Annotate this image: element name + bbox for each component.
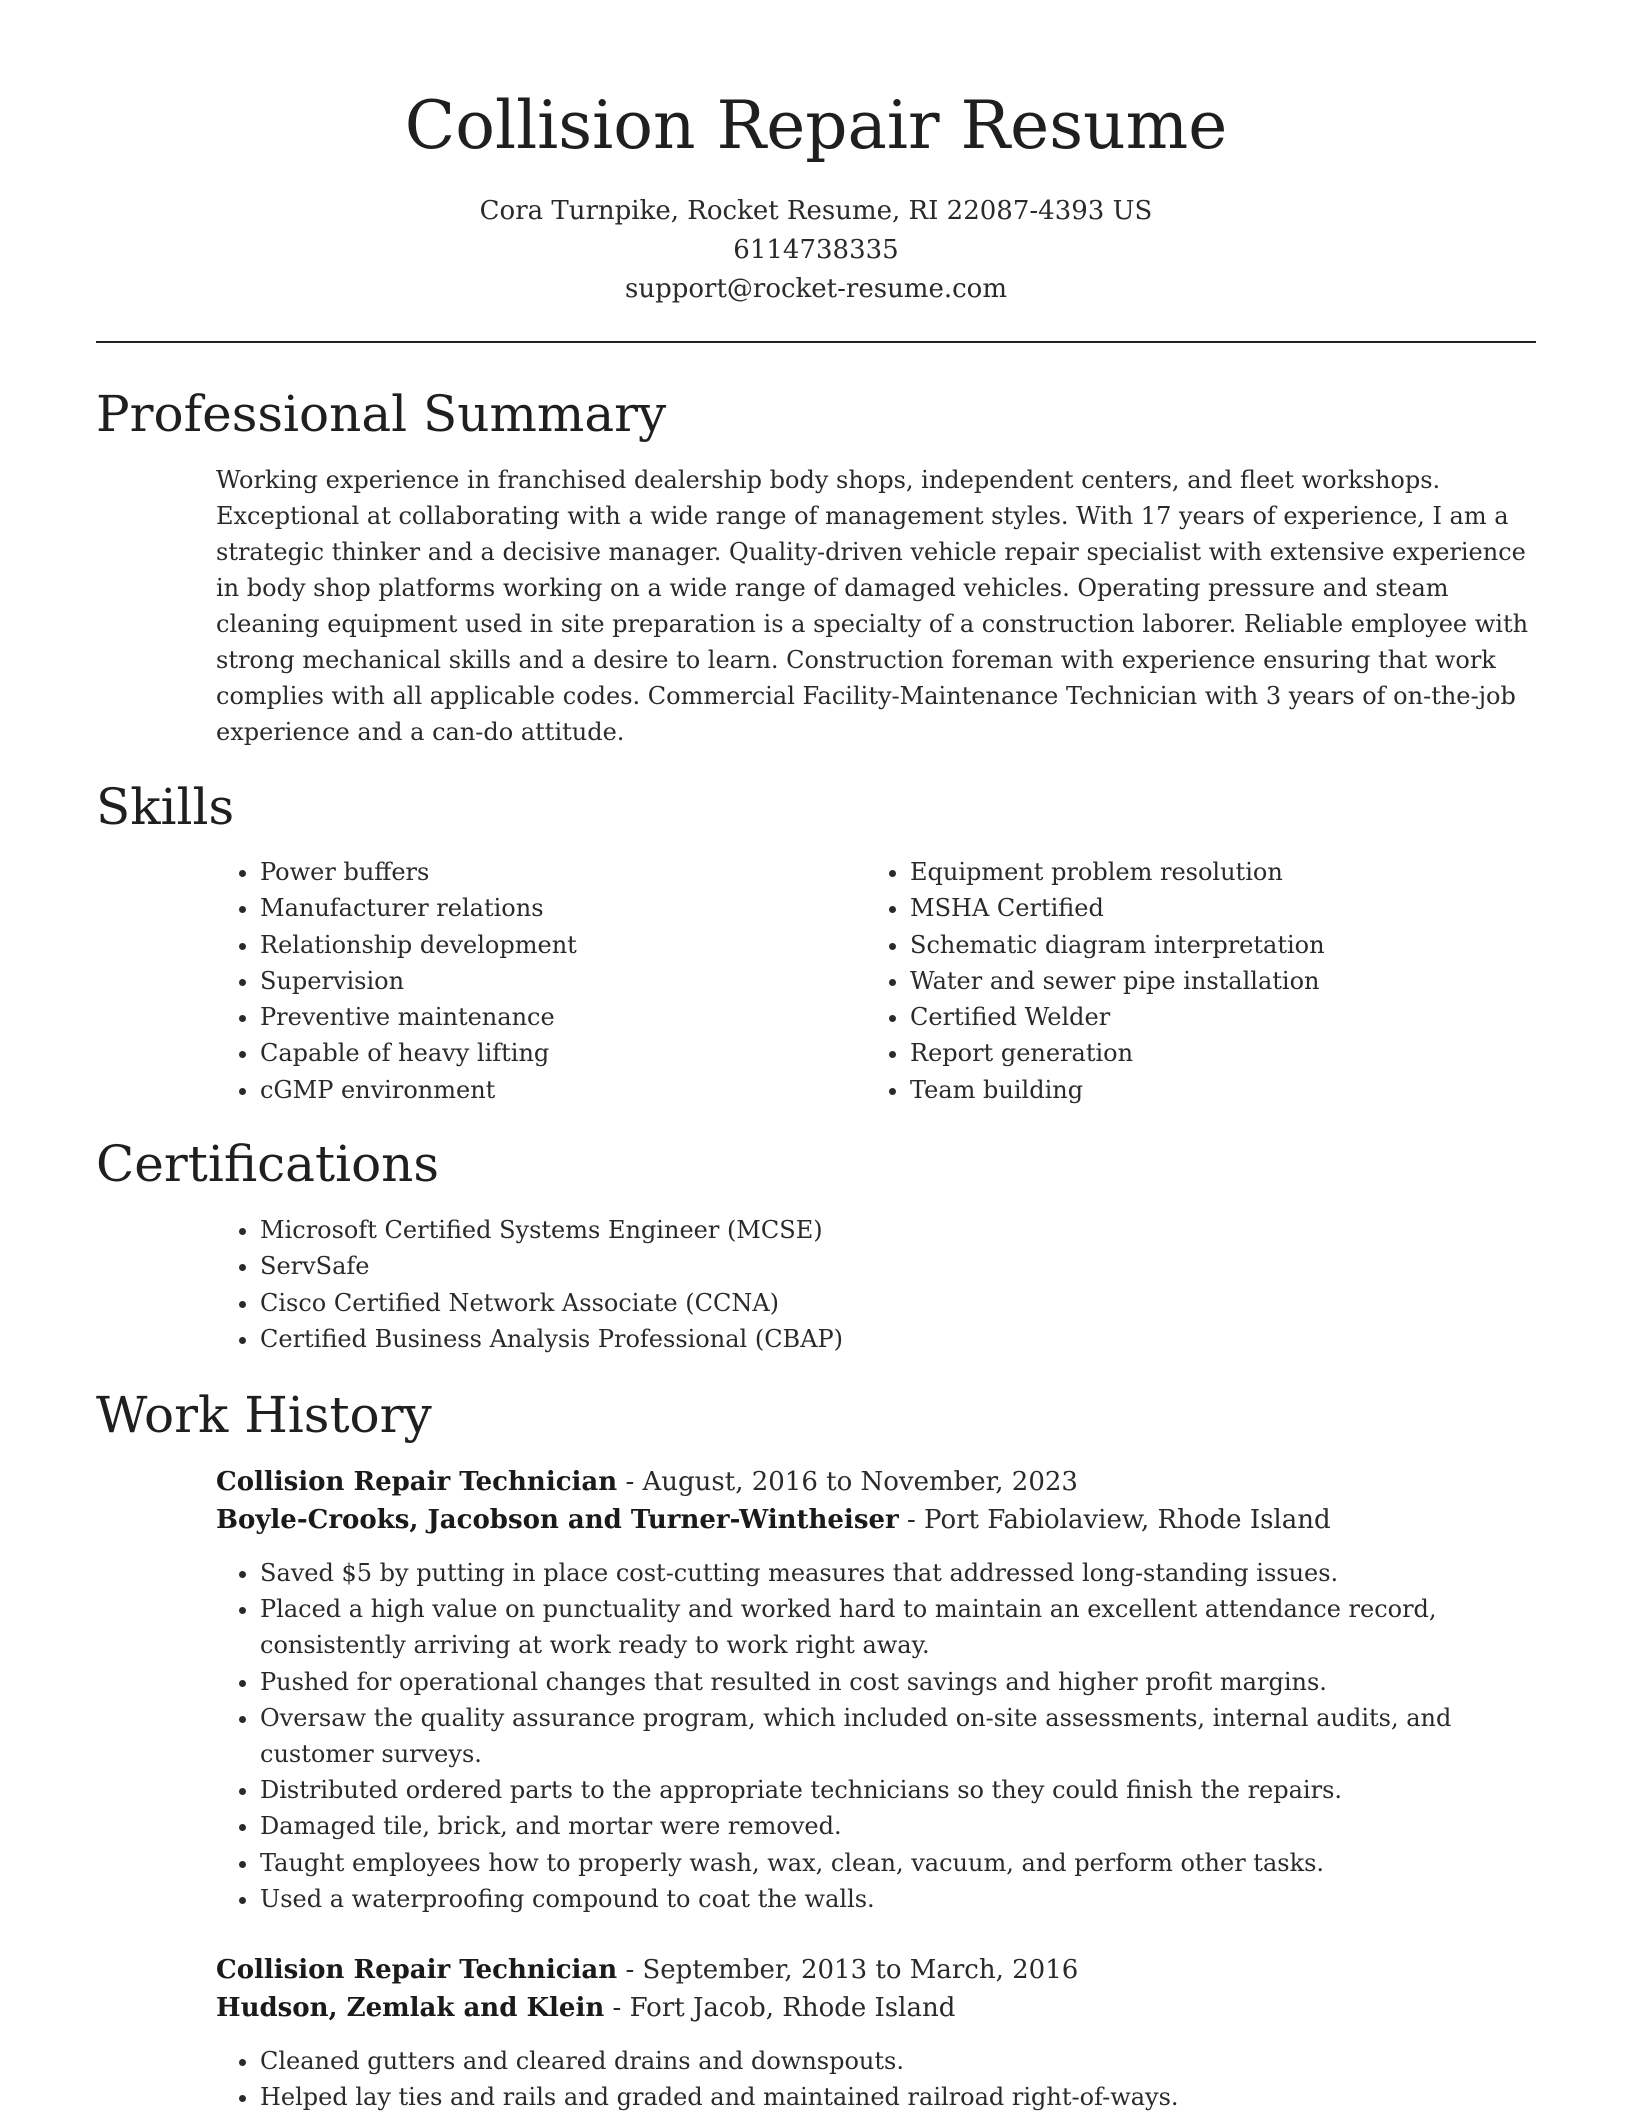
certification-item: • ServSafe [260,1248,1560,1284]
job-duty: • Used a waterproofing compound to coat the walls. [260,1881,1538,1917]
job-duty: • Cleaned gutters and cleared drains and downspouts. [260,2043,1538,2079]
certifications-heading: Certifications [96,1135,440,1193]
certification-item: • Certified Business Analysis Professional (CBAP) [260,1321,1560,1357]
skill-item: • Supervision [260,963,880,999]
skill-item: • Schematic diagram interpretation [910,927,1550,963]
job-company: Hudson, Zemlak and Klein [216,1993,605,2023]
skill-item: • MSHA Certified [910,890,1550,926]
job-location: - Fort Jacob, Rhode Island [612,1993,956,2023]
job-duty: • Distributed ordered parts to the appropriate technicians so they could finish the repairs. [260,1772,1538,1808]
job-entry [216,1951,1538,2115]
job-entry [216,1463,1538,1917]
job-company-line [216,1989,1538,2027]
contact-phone: 6114738335 [733,235,899,265]
resume-header [0,0,1632,309]
job-title-line [216,1463,1538,1501]
skill-item: • Report generation [910,1035,1550,1071]
certifications-list [216,1212,1560,1357]
job-duty: • Pushed for operational changes that resulted in cost savings and higher profit margins. [260,1664,1538,1700]
skill-item: • Preventive maintenance [260,999,880,1035]
job-title-line [216,1951,1538,1989]
skills-heading: Skills [96,778,235,836]
contact-email: support@rocket-resume.com [624,274,1007,304]
summary-text: Working experience in franchised dealership body shops, independent centers, and fleet workshops. Exceptional at collaborating with a wide range of management styles. With 17 years of experience, I am a strategic thinker and a decisive manager. Quality-driven vehicle repair specialist with extensive experience in body shop platforms working on a wide range of damaged vehicles. Operating pressure and steam cleaning equipment used in site preparation is a specialty of a construction laborer. Reliable employee with strong mechanical skills and a desire to learn. Construction foreman with experience ensuring that work complies with all applicable codes. Commercial Facility-Maintenance Technician with 3 years of on-the-job experience and a can-do attitude. [216,466,1529,746]
work-history-heading: Work History [96,1386,432,1444]
skill-item: • cGMP environment [260,1072,880,1108]
resume-title: Collision Repair Resume [404,87,1228,164]
skills-list-right [866,854,1550,1108]
job-duties-list [216,1555,1538,1917]
job-location: - Port Fabiolaview, Rhode Island [906,1505,1331,1535]
certification-item: • Cisco Certified Network Associate (CCNA) [260,1285,1560,1321]
certification-item: • Microsoft Certified Systems Engineer (MCSE) [260,1212,1560,1248]
skill-item: • Team building [910,1072,1550,1108]
skill-item: • Water and sewer pipe installation [910,963,1550,999]
summary-heading: Professional Summary [96,385,667,443]
skills-list-left [216,854,880,1108]
job-dates: - September, 2013 to March, 2016 [625,1955,1079,1985]
job-duty: • Helped lay ties and rails and graded and maintained railroad right-of-ways. [260,2079,1538,2115]
job-company-line [216,1501,1538,1539]
job-company: Boyle-Crooks, Jacobson and Turner-Wintheiser [216,1505,899,1535]
job-title: Collision Repair Technician [216,1467,618,1497]
skill-item: • Capable of heavy lifting [260,1035,880,1071]
skill-item: • Power buffers [260,854,880,890]
job-duty: • Saved $5 by putting in place cost-cutting measures that addressed long-standing issues. [260,1555,1538,1591]
job-duty: • Placed a high value on punctuality and worked hard to maintain an excellent attendance record, consistently arriving at work ready to work right away. [260,1591,1538,1663]
skill-item: • Manufacturer relations [260,890,880,926]
header-divider [96,341,1536,343]
job-title: Collision Repair Technician [216,1955,618,1985]
job-duties-list [216,2043,1538,2115]
job-duty: • Taught employees how to properly wash, wax, clean, vacuum, and perform other tasks. [260,1845,1538,1881]
skill-item: • Certified Welder [910,999,1550,1035]
contact-address: Cora Turnpike, Rocket Resume, RI 22087-4393 US [479,196,1153,226]
job-duty: • Oversaw the quality assurance program, which included on-site assessments, internal audits, and customer surveys. [260,1700,1538,1772]
job-duty: • Damaged tile, brick, and mortar were removed. [260,1808,1538,1844]
job-dates: - August, 2016 to November, 2023 [625,1467,1078,1497]
skill-item: • Relationship development [260,927,880,963]
skill-item: • Equipment problem resolution [910,854,1550,890]
